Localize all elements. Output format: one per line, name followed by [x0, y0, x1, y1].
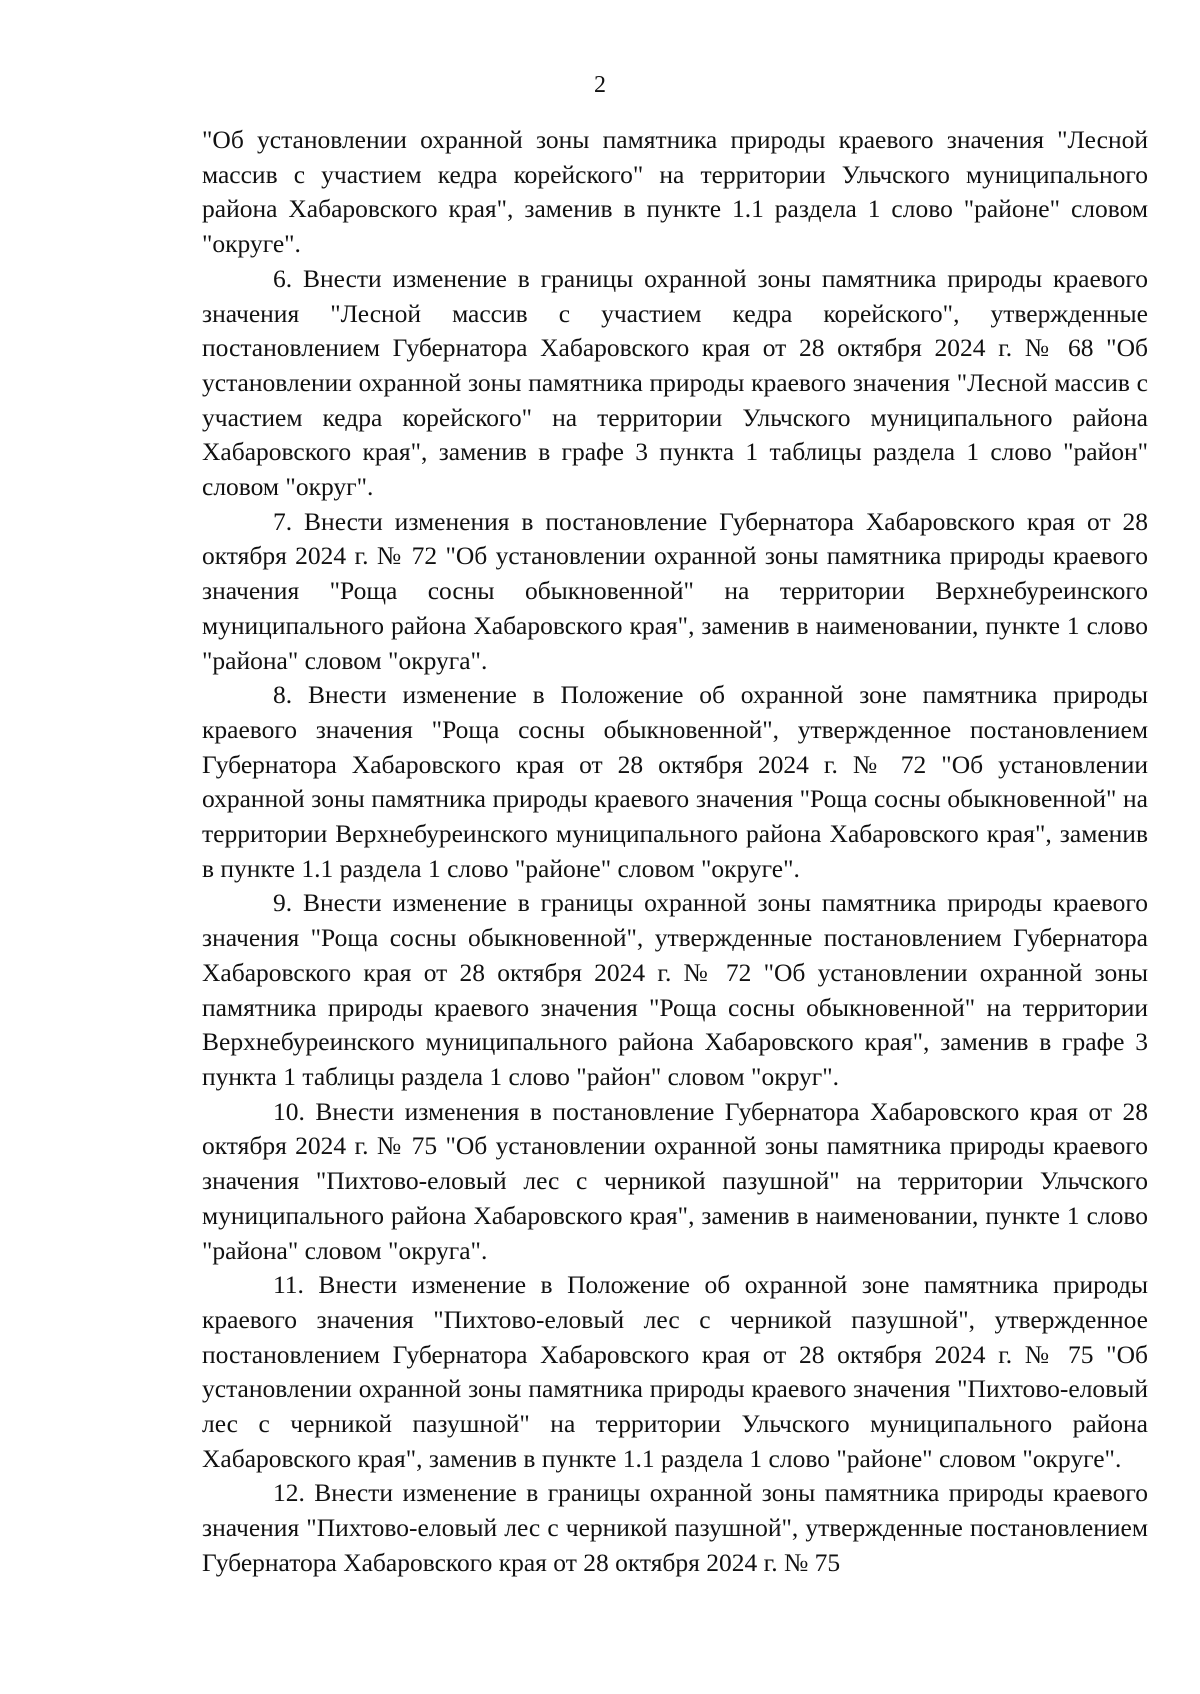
paragraph-item-12: 12. Внести изменение в границы охранной зоны памятника природы краевого значения "Пихтово-еловый лес с черникой пазушной", утвержденные постановлением Губернатора Хабаровского края от 28 октября 2024 г. № 75	[202, 1478, 1148, 1577]
paragraph-item-8: 8. Внести изменение в Положение об охранной зоне памятника природы краевого значения "Роща сосны обыкновенной", утвержденное постановлением Губернатора Хабаровского края от 28 октября 2024 г. № 72 "Об установлении охранной зоны памятника природы краевого значения "Роща сосны обыкновенной" на территории Верхнебуреинского муниципального района Хабаровского края", заменив в пункте 1.1 раздела 1 слово "районе" словом "округе".	[202, 680, 1148, 883]
paragraph-item-6: 6. Внести изменение в границы охранной зоны памятника природы краевого значения "Лесной массив с участием кедра корейского", утвержденные постановлением Губернатора Хабаровского края от 28 октября 2024 г. № 68 "Об установлении охранной зоны памятника природы краевого значения "Лесной массив с участием кедра корейского" на территории Ульчского муниципального района Хабаровского края", заменив в графе 3 пункта 1 таблицы раздела 1 слово "район" словом "округ".	[202, 263, 1148, 502]
paragraph-item-9: 9. Внести изменение в границы охранной зоны памятника природы краевого значения "Роща сосны обыкновенной", утвержденные постановлением Губернатора Хабаровского края от 28 октября 2024 г. № 72 "Об установлении охранной зоны памятника природы краевого значения "Роща сосны обыкновенной" на территории Верхнебуреинского муниципального района Хабаровского края", заменив в графе 3 пункта 1 таблицы раздела 1 слово "район" словом "округ".	[202, 888, 1148, 1091]
document-body	[202, 123, 1148, 1581]
paragraph-continuation: "Об установлении охранной зоны памятника природы краевого значения "Лесной массив с участием кедра корейского" на территории Ульчского муниципального района Хабаровского края", заменив в пункте 1.1 раздела 1 слово "районе" словом "округе".	[202, 125, 1148, 259]
paragraph-item-7: 7. Внести изменения в постановление Губернатора Хабаровского края от 28 октября 2024 г. № 72 "Об установлении охранной зоны памятника природы краевого значения "Роща сосны обыкновенной" на территории Верхнебуреинского муниципального района Хабаровского края", заменив в наименовании, пункте 1 слово "района" словом "округа".	[202, 506, 1148, 675]
page-number: 2	[594, 72, 606, 98]
paragraph-item-11: 11. Внести изменение в Положение об охранной зоне памятника природы краевого значения "Пихтово-еловый лес с черникой пазушной", утвержденное постановлением Губернатора Хабаровского края от 28 октября 2024 г. № 75 "Об установлении охранной зоны памятника природы краевого значения "Пихтово-еловый лес с черникой пазушной" на территории Ульчского муниципального района Хабаровского края", заменив в пункте 1.1 раздела 1 слово "районе" словом "округе".	[202, 1270, 1148, 1473]
paragraph-item-10: 10. Внести изменения в постановление Губернатора Хабаровского края от 28 октября 2024 г. № 75 "Об установлении охранной зоны памятника природы краевого значения "Пихтово-еловый лес с черникой пазушной" на территории Ульчского муниципального района Хабаровского края", заменив в наименовании, пункте 1 слово "района" словом "округа".	[202, 1096, 1148, 1265]
